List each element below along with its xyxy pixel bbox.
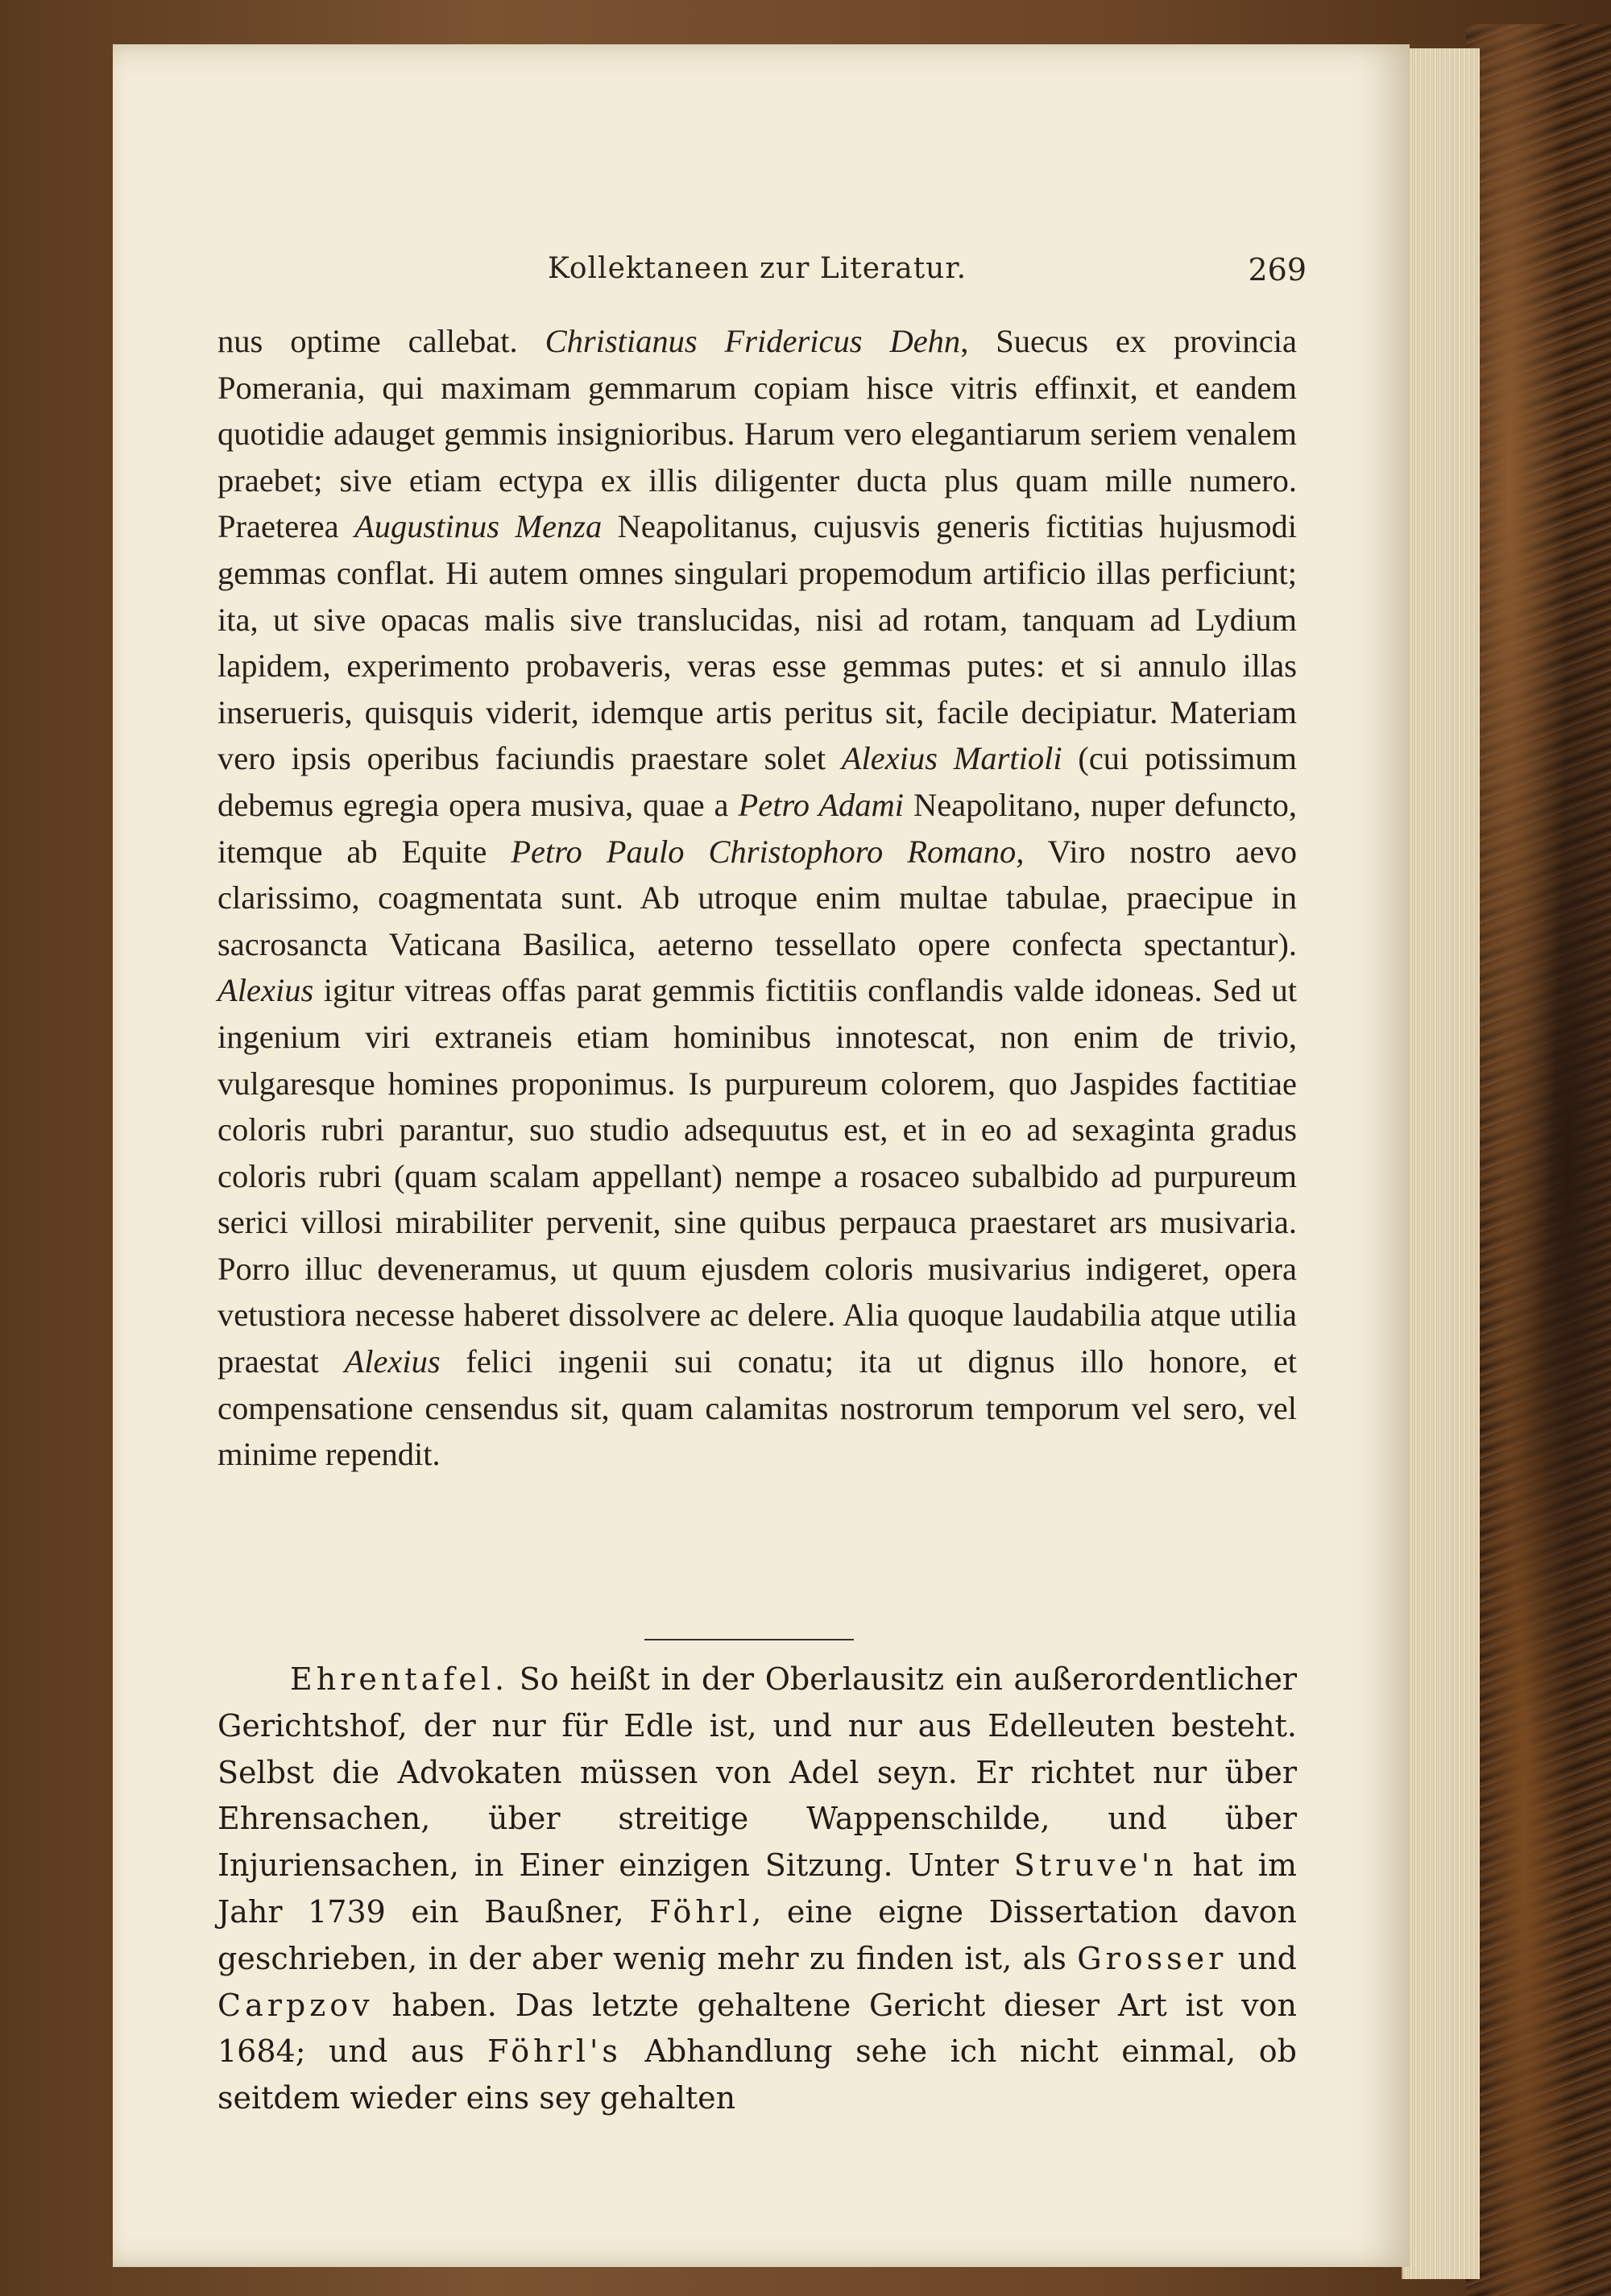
german-spaced-term: Ehrentafel. (290, 1661, 509, 1697)
latin-text-segment: Neapolitano, nuper defuncto, itemque ab Equite (217, 786, 1297, 870)
german-text-segment: und (1227, 1940, 1297, 1976)
book-page (113, 44, 1410, 2267)
latin-text-segment: , Suecus ex provincia Pomerania, qui maximam gemmarum copiam hisce vitris effinxit, et eandem quotidie adauget gemmis insignioribus. Harum vero elegantiarum seriem venalem praebet; sive etiam ectypa ex illis diligenter ducta plus quam mille numero. Praeterea (217, 323, 1298, 545)
marbled-cover-board (1466, 24, 1611, 2296)
german-text-segment: , eine eigne Dissertation davon geschrieben, in der aber wenig mehr zu finden ist, als (217, 1893, 1297, 1976)
latin-italic-name: Alexius Martioli (841, 740, 1062, 777)
latin-text-segment: felici ingenii sui conatu; ita ut dignus illo honore, et compensatione censendus sit, quam calamitas nostrorum temporum vel sero, vel minime rependit. (217, 1343, 1297, 1473)
page-block-edges (1402, 48, 1480, 2279)
german-text-segment: hat im Jahr 1739 ein Baußner, (217, 1847, 1297, 1930)
german-spaced-term: Grosser (1077, 1940, 1228, 1976)
latin-text (217, 318, 1297, 1478)
german-text-segment: Abhandlung sehe ich nicht einmal, ob seitdem wieder eins sey gehalten (217, 2033, 1297, 2116)
page-number: 269 (1248, 252, 1307, 288)
latin-text-segment: (cui potissimum debemus egregia opera musiva, quae a (217, 740, 1297, 823)
latin-italic-name: Petro Paulo Christophoro Romano, (511, 833, 1025, 870)
german-spaced-term: Carpzov (217, 1987, 374, 2023)
latin-italic-name: Alexius (217, 972, 314, 1009)
latin-paragraph (217, 318, 1297, 1478)
latin-text-segment: igitur vitreas offas parat gemmis fictitiis conflandis valde idoneas. Sed ut ingenium viri extraneis etiam hominibus innotescat, non enim de trivio, vulgaresque homines proponimus. Is purpureum colorem, quo Jaspides factitiae coloris rubri parantur, suo studio adsequutus est, et in eo ad sexaginta gradus coloris rubri (quam scalam appellant) nempe a rosaceo subalbido ad purpureum serici villosi mirabiliter pervenit, sine quibus perpauca praestaret ars musivaria. Porro illuc deveneramus, ut quum ejusdem coloris musivarius indigeret, opera vetustiora necesse haberet dissolvere ac delere. Alia quoque laudabilia atque utilia praestat (217, 972, 1297, 1380)
latin-text-segment: Viro nostro aevo clarissimo, coagmentata sunt. Ab utroque enim multae tabulae, praecipue in sacrosancta Vaticana Basilica, aeterno tessellato opere confecta spectantur). (217, 833, 1297, 962)
latin-italic-name: Alexius (344, 1343, 441, 1380)
running-head-title: Kollektaneen zur Literatur. (547, 252, 967, 285)
section-divider (644, 1639, 854, 1640)
german-spaced-term: Föhrl (649, 1893, 752, 1930)
running-head (217, 205, 1307, 288)
german-text-segment: haben. Das letzte gehaltene Gericht dieser Art ist von 1684; und aus (217, 1987, 1297, 2070)
german-text-segment: So heißt in der Oberlausitz ein außerordentlicher Gerichtshof, der nur für Edle ist, und nur aus Edelleuten besteht. Selbst die Advokaten müssen von Adel seyn. Er richtet nur über Ehrensachen, über streitige Wappenschilde, und über Injuriensachen, in Einer einzigen Sitzung. Unter (217, 1661, 1297, 1884)
german-paragraph (217, 1657, 1297, 2122)
latin-text-segment: nus optime callebat. (217, 323, 545, 359)
latin-italic-name: Augustinus Menza (354, 508, 603, 545)
latin-italic-name: Petro Adami (738, 786, 904, 823)
latin-italic-name: Christianus Fridericus Dehn (545, 323, 961, 359)
german-text (217, 1657, 1297, 2122)
german-spaced-term: Struve'n (1013, 1847, 1178, 1884)
latin-text-segment: Neapolitanus, cujusvis generis fictitias hujusmodi gemmas conflat. Hi autem omnes singulari propemodum artificio illas perficiunt; ita, ut sive opacas malis sive translucidas, nisi ad rotam, tanquam ad Lydium lapidem, experimento probaveris, veras esse gemmas putes: et si annulo illas inserueris, quisquis viderit, idemque artis peritus sit, facile decipiatur. Materiam vero ipsis operibus faciundis praestare solet (217, 508, 1297, 777)
german-spaced-term: Föhrl's (487, 2033, 622, 2070)
